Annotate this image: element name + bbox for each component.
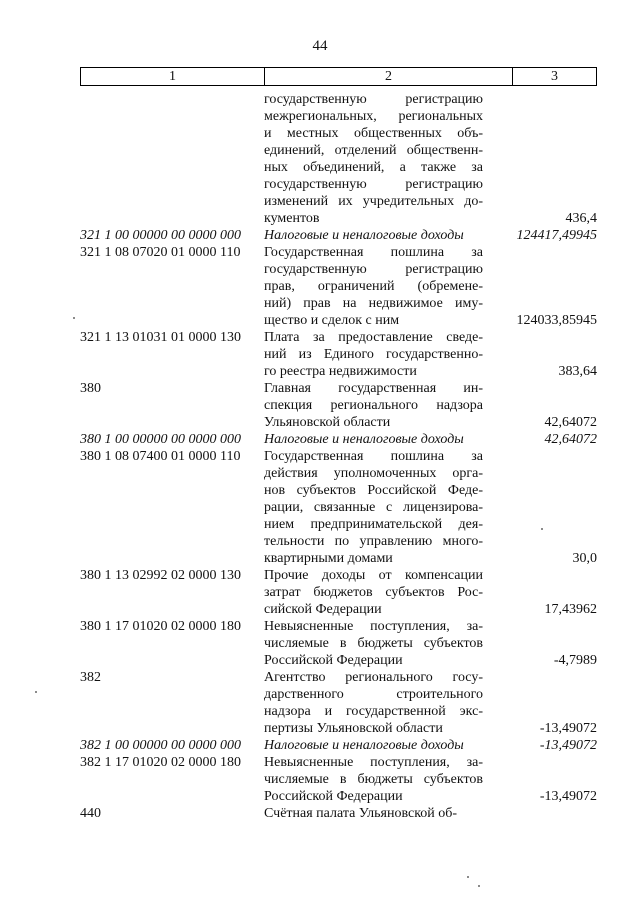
description-line: изменений их учредительных до- <box>264 194 483 209</box>
row-description <box>264 737 483 754</box>
row-amount: 383,64 <box>558 364 597 379</box>
description-line: Налоговые и неналоговые доходы <box>264 228 464 243</box>
row-description <box>264 91 483 227</box>
budget-code: 380 1 13 02992 02 0000 130 <box>80 568 241 583</box>
page-number: 44 <box>312 38 328 54</box>
description-line: Агентство регионального госу- <box>264 670 483 685</box>
scan-speck <box>478 885 480 887</box>
row-amount: 124033,85945 <box>516 313 597 328</box>
description-line: спекция регионального надзора <box>264 398 483 413</box>
budget-code: 321 1 00 00000 00 0000 000 <box>80 228 241 243</box>
description-line: квартирными домами <box>264 551 393 566</box>
row-amount: 124417,49945 <box>516 228 597 243</box>
row-description <box>264 567 483 618</box>
budget-code: 380 1 00 00000 00 0000 000 <box>80 432 241 447</box>
scan-speck <box>35 691 37 693</box>
description-line: дарственного строительного <box>264 687 483 702</box>
row-description <box>264 754 483 805</box>
description-line: пертизы Ульяновской области <box>264 721 443 736</box>
row-description <box>264 805 483 822</box>
description-line: единений, отделений общественн- <box>264 143 483 158</box>
row-amount: 42,64072 <box>544 415 597 430</box>
row-amount: 436,4 <box>565 211 597 226</box>
description-line: государственную регистрацию <box>264 262 483 277</box>
budget-code: 382 <box>80 670 101 685</box>
description-line: Невыясненные поступления, за- <box>264 755 483 770</box>
table-row <box>0 329 640 380</box>
description-line: Государственная пошлина за <box>264 245 483 260</box>
budget-code: 380 1 17 01020 02 0000 180 <box>80 619 241 634</box>
description-line: ний из Единого государственно- <box>264 347 483 362</box>
description-line: кументов <box>264 211 320 226</box>
description-line: Ульяновской области <box>264 415 391 430</box>
description-line: межрегиональных, региональных <box>264 109 483 124</box>
scan-speck <box>467 876 469 878</box>
table-row <box>0 380 640 431</box>
description-line: Налоговые и неналоговые доходы <box>264 432 464 447</box>
table-row <box>0 91 640 227</box>
table-row <box>0 737 640 754</box>
description-line: числяемые в бюджеты субъектов <box>264 636 483 651</box>
table-row <box>0 244 640 329</box>
row-description <box>264 329 483 380</box>
description-line: нов субъектов Российской Феде- <box>264 483 483 498</box>
description-line: ний) прав на недвижимое иму- <box>264 296 483 311</box>
description-line: Счётная палата Ульяновской об- <box>264 806 458 821</box>
row-amount: -4,7989 <box>553 653 597 668</box>
column-header-3: 3 <box>551 69 558 84</box>
table-row <box>0 431 640 448</box>
description-line: и местных общественных объ- <box>264 126 483 141</box>
description-line: Налоговые и неналоговые доходы <box>264 738 464 753</box>
table-row <box>0 805 640 822</box>
description-line: Главная государственная ин- <box>264 381 483 396</box>
row-amount: -13,49072 <box>539 721 597 736</box>
description-line: Российской Федерации <box>264 789 403 804</box>
table-row <box>0 227 640 244</box>
description-line: рации, связанные с лицензирова- <box>264 500 483 515</box>
description-line: Прочие доходы от компенсации <box>264 568 483 583</box>
description-line: государственную регистрацию <box>264 92 483 107</box>
table-row <box>0 567 640 618</box>
row-description <box>264 380 483 431</box>
table-row <box>0 754 640 805</box>
description-line: надзора и государственной экс- <box>264 704 483 719</box>
description-line: тельности по управлению много- <box>264 534 483 549</box>
row-description <box>264 669 483 737</box>
description-line: прав, ограничений (обремене- <box>264 279 483 294</box>
row-amount: 42,64072 <box>544 432 597 447</box>
budget-code: 321 1 13 01031 01 0000 130 <box>80 330 241 345</box>
description-line: Государственная пошлина за <box>264 449 483 464</box>
budget-code: 380 <box>80 381 101 396</box>
row-amount: 30,0 <box>572 551 597 566</box>
column-header-2: 2 <box>385 69 392 84</box>
row-amount: 17,43962 <box>544 602 597 617</box>
table-header-row <box>80 67 597 86</box>
budget-code: 380 1 08 07400 01 0000 110 <box>80 449 241 464</box>
description-line: действия уполномоченных орга- <box>264 466 483 481</box>
description-line: сийской Федерации <box>264 602 382 617</box>
table-row <box>0 618 640 669</box>
budget-code: 321 1 08 07020 01 0000 110 <box>80 245 241 260</box>
table-row <box>0 669 640 737</box>
row-description <box>264 448 483 567</box>
description-line: нием предпринимательской дея- <box>264 517 483 532</box>
description-line: щество и сделок с ним <box>264 313 400 328</box>
description-line: Российской Федерации <box>264 653 403 668</box>
description-line: Плата за предоставление сведе- <box>264 330 483 345</box>
description-line: ных объединений, а также за <box>264 160 483 175</box>
row-description <box>264 431 483 448</box>
description-line: числяемые в бюджеты субъектов <box>264 772 483 787</box>
row-description <box>264 618 483 669</box>
description-line: затрат бюджетов субъектов Рос- <box>264 585 483 600</box>
row-description <box>264 227 483 244</box>
row-amount: -13,49072 <box>539 738 597 753</box>
scan-speck <box>541 528 543 530</box>
description-line: государственную регистрацию <box>264 177 483 192</box>
description-line: Невыясненные поступления, за- <box>264 619 483 634</box>
column-header-1: 1 <box>169 69 176 84</box>
budget-code: 382 1 00 00000 00 0000 000 <box>80 738 241 753</box>
budget-code: 382 1 17 01020 02 0000 180 <box>80 755 241 770</box>
budget-code: 440 <box>80 806 101 821</box>
scan-speck <box>73 317 75 319</box>
row-amount: -13,49072 <box>539 789 597 804</box>
table-row <box>0 448 640 567</box>
description-line: го реестра недвижимости <box>264 364 417 379</box>
row-description <box>264 244 483 329</box>
